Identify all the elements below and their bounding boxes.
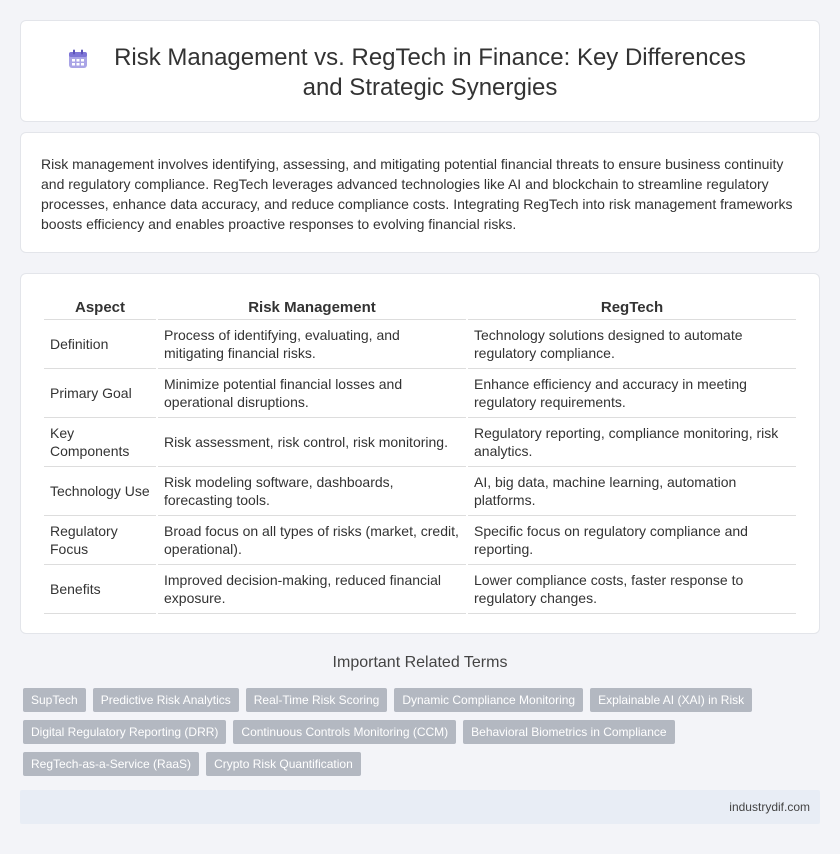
tag-crypto-risk-quantification[interactable]: Crypto Risk Quantification <box>206 752 361 776</box>
row-risk-management: Minimize potential financial losses and operational disruptions. <box>158 369 466 418</box>
row-aspect: Definition <box>44 320 156 369</box>
row-risk-management: Process of identifying, evaluating, and mitigating financial risks. <box>158 320 466 369</box>
intro-paragraph: Risk management involves identifying, assessing, and mitigating potential financial threats to ensure business continuity and regulatory compliance. RegTech leverages advanced technologies like AI and blockchain to streamline regulatory processes, enhance data accuracy, and reduce compliance costs. Integrating RegTech into risk management frameworks boosts efficiency and enables proactive responses to evolving financial risks. <box>41 156 793 232</box>
row-regtech: Enhance efficiency and accuracy in meeting regulatory requirements. <box>468 369 796 418</box>
row-regtech: Regulatory reporting, compliance monitoring, risk analytics. <box>468 418 796 467</box>
row-aspect: Benefits <box>44 565 156 614</box>
row-regtech: Lower compliance costs, faster response to regulatory changes. <box>468 565 796 614</box>
header-regtech: RegTech <box>468 294 796 320</box>
tag-continuous-controls-monitoring[interactable]: Continuous Controls Monitoring (CCM) <box>233 720 456 744</box>
tag-digital-regulatory-reporting[interactable]: Digital Regulatory Reporting (DRR) <box>23 720 226 744</box>
title-card <box>20 20 820 122</box>
row-risk-management: Risk assessment, risk control, risk monitoring. <box>158 418 466 467</box>
table-row <box>44 516 796 565</box>
tag-explainable-ai[interactable]: Explainable AI (XAI) in Risk <box>590 688 752 712</box>
footer-site-link[interactable]: industrydif.com <box>729 800 810 814</box>
related-terms-tags <box>23 688 803 776</box>
tag-real-time-risk-scoring[interactable]: Real-Time Risk Scoring <box>246 688 388 712</box>
row-risk-management: Broad focus on all types of risks (market, credit, operational). <box>158 516 466 565</box>
tag-dynamic-compliance-monitoring[interactable]: Dynamic Compliance Monitoring <box>394 688 583 712</box>
row-regtech: Technology solutions designed to automate regulatory compliance. <box>468 320 796 369</box>
footer <box>20 790 820 824</box>
header-aspect: Aspect <box>44 294 156 320</box>
row-regtech: AI, big data, machine learning, automation platforms. <box>468 467 796 516</box>
tag-behavioral-biometrics[interactable]: Behavioral Biometrics in Compliance <box>463 720 674 744</box>
row-risk-management: Risk modeling software, dashboards, forecasting tools. <box>158 467 466 516</box>
table-row <box>44 369 796 418</box>
row-aspect: Key Components <box>44 418 156 467</box>
tag-suptech[interactable]: SupTech <box>23 688 86 712</box>
table-header-row <box>44 294 796 320</box>
table-row <box>44 418 796 467</box>
tag-regtech-as-a-service[interactable]: RegTech-as-a-Service (RaaS) <box>23 752 199 776</box>
page-title: Risk Management vs. RegTech in Finance: Key Differences and Strategic Synergies <box>114 44 746 101</box>
table-row <box>44 320 796 369</box>
title-wrap <box>21 43 819 103</box>
related-terms-title: Important Related Terms <box>332 654 508 671</box>
intro-card <box>20 132 820 253</box>
table-row <box>44 565 796 614</box>
row-regtech: Specific focus on regulatory compliance and reporting. <box>468 516 796 565</box>
row-risk-management: Improved decision-making, reduced financial exposure. <box>158 565 466 614</box>
row-aspect: Regulatory Focus <box>44 516 156 565</box>
header-risk-management: Risk Management <box>158 294 466 320</box>
comparison-table <box>42 294 798 614</box>
comparison-card <box>20 273 820 634</box>
table-row <box>44 467 796 516</box>
tag-predictive-risk-analytics[interactable]: Predictive Risk Analytics <box>93 688 239 712</box>
row-aspect: Primary Goal <box>44 369 156 418</box>
row-aspect: Technology Use <box>44 467 156 516</box>
